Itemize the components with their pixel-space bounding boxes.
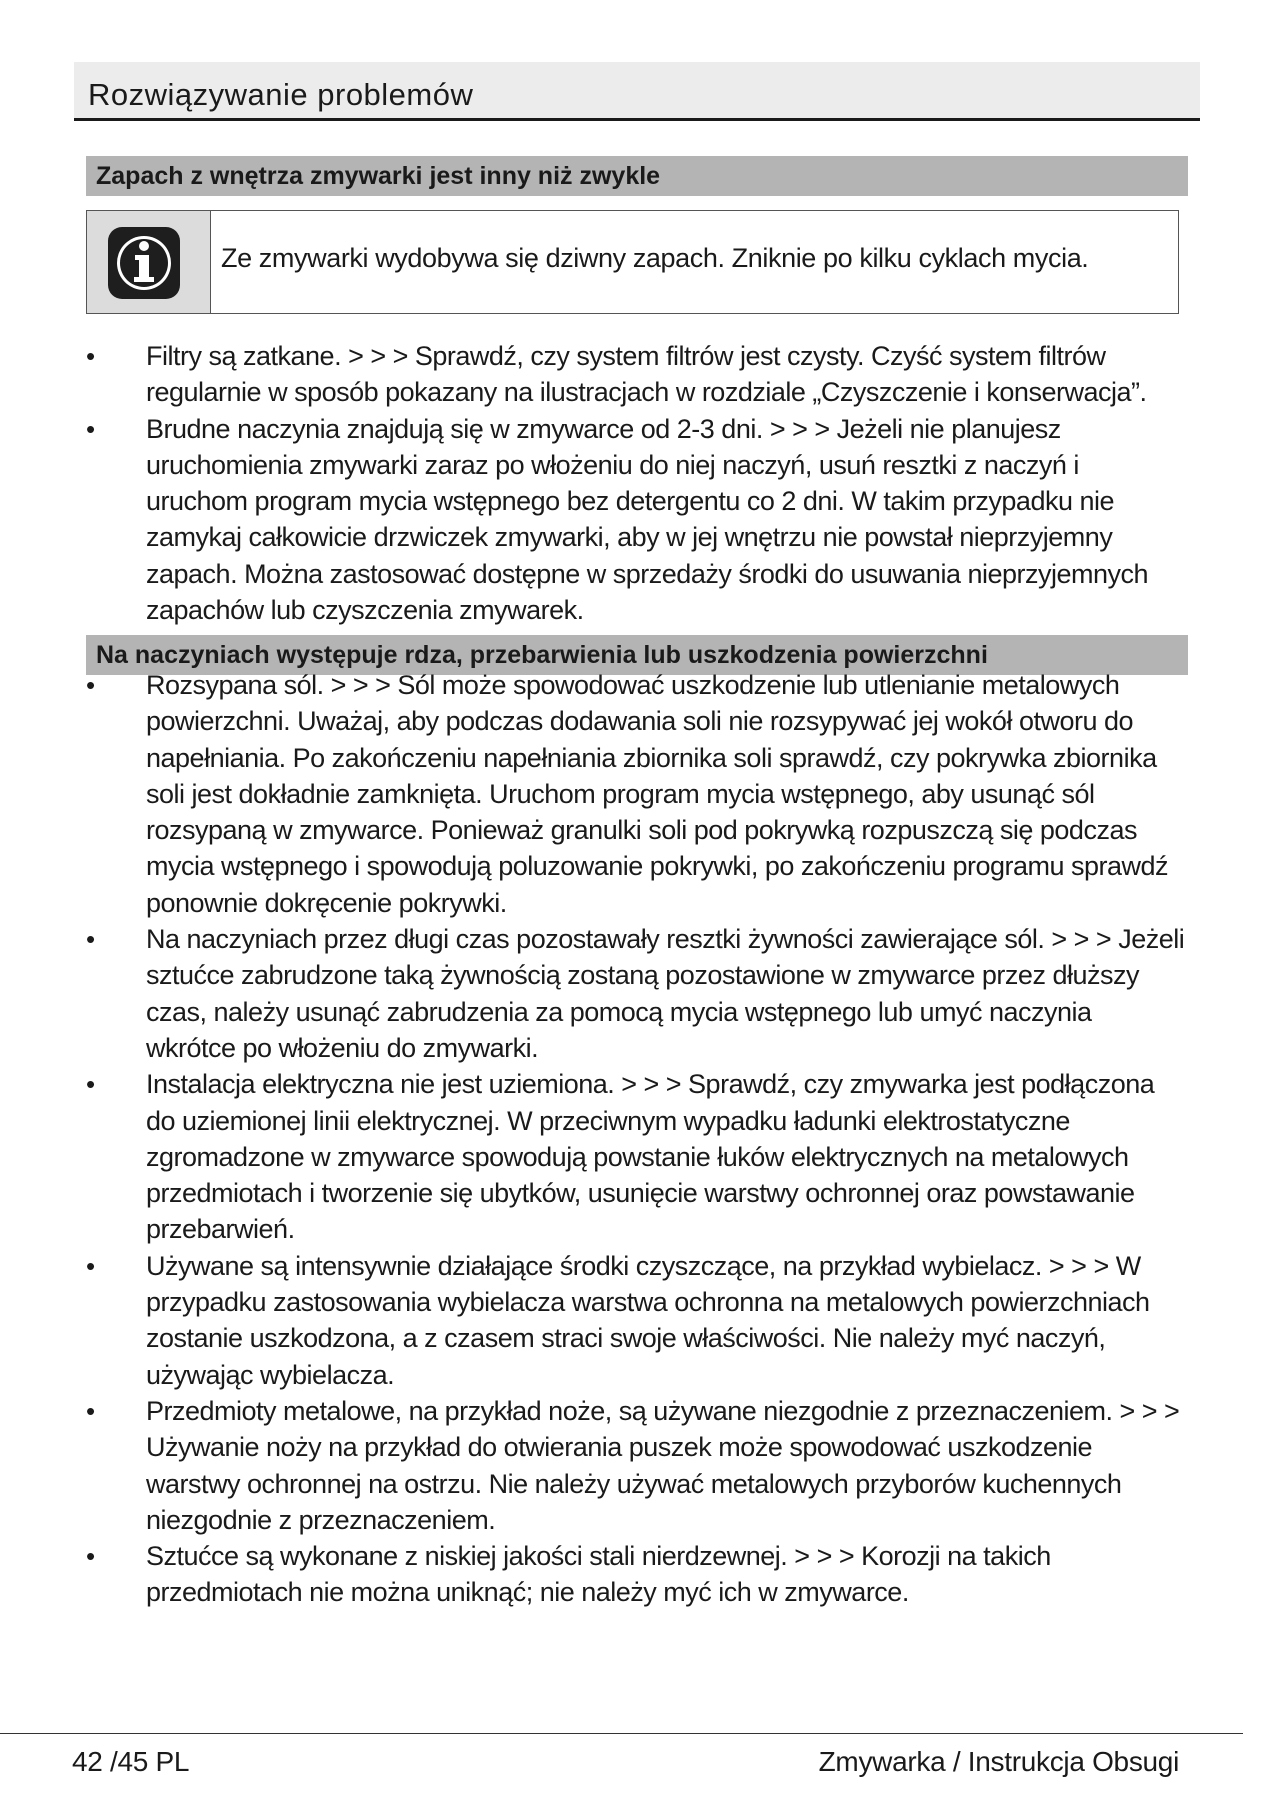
- list-item: [86, 338, 1186, 411]
- section-heading-odor: Zapach z wnętrza zmywarki jest inny niż zwykle: [86, 156, 1188, 196]
- bullet: •: [86, 1069, 95, 1100]
- list-item-text: Brudne naczynia znajdują się w zmywarce od 2-3 dni. > > > Jeżeli nie planujesz uruchomienia zmywarki zaraz po włożeniu do niej naczyń, usuń resztki z naczyń i uruchom program mycia wstępnego bez detergentu co 2 dni. W takim przypadku nie zamykaj całkowicie drzwiczek zmywarki, aby w jej wnętrzu nie powstał nieprzyjemny zapach. Można zastosować dostępne w sprzedaży środki do usuwania nieprzyjemnych zapachów lub czyszczenia zmywarek.: [146, 413, 1149, 626]
- page-title: Rozwiązywanie problemów: [88, 77, 474, 112]
- list-item: [86, 1066, 1186, 1247]
- footer-divider: [0, 1733, 1243, 1734]
- list-item: [86, 411, 1186, 629]
- info-note: [86, 210, 1179, 314]
- info-icon-cell: [87, 211, 211, 313]
- bullet: •: [86, 670, 95, 700]
- list-item: [86, 1393, 1186, 1538]
- bullet: •: [86, 924, 95, 955]
- bullet: •: [86, 1541, 95, 1572]
- list-item-text: Instalacja elektryczna nie jest uziemiona. > > > Sprawdź, czy zmywarka jest podłączona do uziemionej linii elektrycznej. W przeciwnym wypadku ładunki elektrostatyczne zgromadzone w zmywarce spowodują powstanie łuków elektrycznych na metalowych przedmiotach i tworzenie się ubytków, usunięcie warstwy ochronnej oraz powstawanie przebarwień.: [146, 1069, 1155, 1245]
- bullet: •: [86, 1250, 95, 1281]
- list-item-text: Przedmioty metalowe, na przykład noże, są używane niezgodnie z przeznaczeniem. > > > Używanie noży na przykład do otwierania puszek może spowodować uszkodzenie warstwy ochronnej na ostrzu. Nie należy używać metalowych przyborów kuchennych niezgodnie z przeznaczeniem.: [146, 1395, 1180, 1535]
- list-item-text: Filtry są zatkane. > > > Sprawdź, czy system filtrów jest czysty. Czyść system filtrów regularnie w sposób pokazany na ilustracjach w rozdziale „Czyszczenie i konserwacja”.: [146, 341, 1147, 408]
- section-heading-rust: Na naczyniach występuje rdza, przebarwienia lub uszkodzenia powierzchni: [86, 635, 1188, 675]
- odor-causes-list: [86, 338, 1186, 628]
- bullet: •: [86, 1395, 95, 1426]
- list-item-text: Sztućce są wykonane z niskiej jakości stali nierdzewnej. > > > Korozji na takich przedmiotach nie można uniknąć; nie należy myć ich w zmywarce.: [146, 1541, 1051, 1608]
- list-item: [86, 667, 1186, 921]
- info-note-text: Ze zmywarki wydobywa się dziwny zapach. Zniknie po kilku cyklach mycia.: [221, 243, 1089, 273]
- list-item: [86, 1248, 1186, 1393]
- list-item: [86, 1538, 1186, 1611]
- info-icon: [105, 224, 183, 302]
- list-item-text: Na naczyniach przez długi czas pozostawały resztki żywności zawierające sól. > > > Jeżeli sztućce zabrudzone taką żywnością zostaną pozostawione w zmywarce przez dłuższy czas, należy usunąć zabrudzenia za pomocą mycia wstępnego lub umyć naczynia wkrótce po włożeniu do zmywarki.: [146, 924, 1185, 1063]
- list-item: [86, 921, 1186, 1066]
- list-item-text: Używane są intensywnie działające środki czyszczące, na przykład wybielacz. > > > W przypadku zastosowania wybielacza warstwa ochronna na metalowych powierzchniach zostanie uszkodzona, a z czasem straci swoje właściwości. Nie należy myć naczyń, używając wybielacza.: [146, 1250, 1150, 1390]
- page-header: [74, 62, 1200, 121]
- bullet: •: [86, 341, 95, 371]
- list-item-text: Rozsypana sól. > > > Sól może spowodować uszkodzenie lub utlenianie metalowych powierzchni. Uważaj, aby podczas dodawania soli nie rozsypywać jej wokół otworu do napełniania. Po zakończeniu napełniania zbiornika soli sprawdź, czy pokrywka zbiornika soli jest dokładnie zamknięta. Uruchom program mycia wstępnego, aby usunąć sól rozsypaną w zmywarce. Ponieważ granulki soli pod pokrywką rozpuszczą się podczas mycia wstępnego i spowodują poluzowanie pokrywki, po zakończeniu programu sprawdź ponownie dokręcenie pokrywki.: [146, 670, 1169, 918]
- bullet: •: [86, 413, 95, 444]
- page-number: 42 /45 PL: [72, 1746, 190, 1777]
- rust-causes-list: [86, 667, 1186, 1611]
- document-title: Zmywarka / Instrukcja Obsugi: [818, 1746, 1179, 1777]
